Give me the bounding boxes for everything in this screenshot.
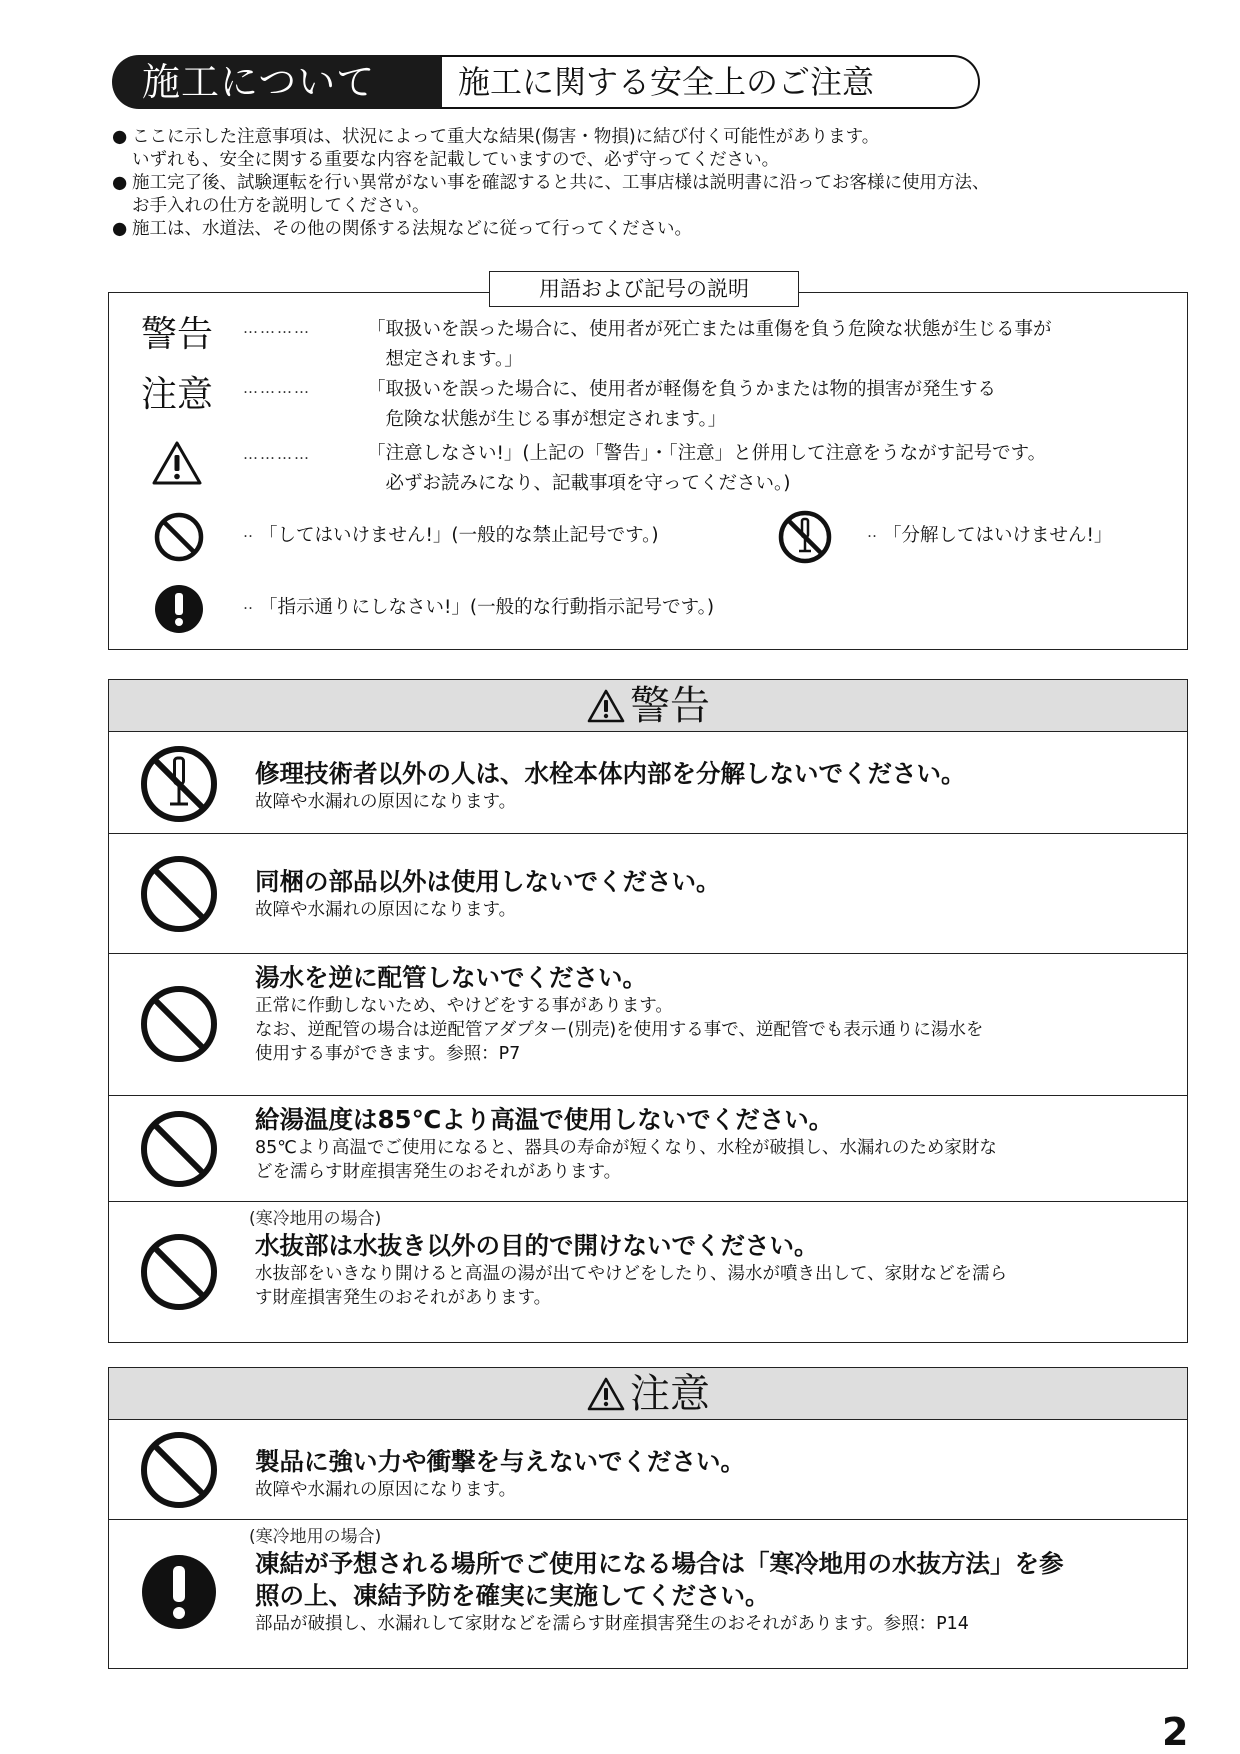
prohibition-icon: [139, 984, 219, 1068]
warning-desc: 水抜部をいきなり開けると高温の湯が出てやけどをしたり、湯水が噴き出して、家財などを濡ら す財産損害発生のおそれがあります。: [255, 1264, 1008, 1308]
instruct-definition: 「指示通りにしなさい!」(一般的な行動指示記号です。): [259, 597, 715, 618]
caution-heading: [109, 1368, 1187, 1420]
legend-title: 用語および記号の説明: [489, 271, 799, 307]
leader-dots: …………: [243, 379, 311, 397]
condition-note: (寒冷地用の場合): [249, 1527, 382, 1547]
warning-title: 同梱の部品以外は使用しないでください。: [255, 867, 721, 896]
page-title: 施工に関する安全上のご注意: [440, 55, 980, 109]
caution-title: 製品に強い力や衝撃を与えないでください。: [255, 1447, 745, 1476]
page-number: 2: [1162, 1710, 1189, 1754]
warning-definition: 「取扱いを誤った場合に、使用者が死亡または重傷を負う危険な状態が生じる事が 想定されます。」: [367, 319, 1052, 370]
warning-desc: 故障や水漏れの原因になります。: [255, 900, 517, 920]
warning-desc: 正常に作動しないため、やけどをする事があります。 なお、逆配管の場合は逆配管アダプター(別売)を使用する事で、逆配管でも表示通りに湯水を 使用する事ができます。参照：P7: [255, 996, 984, 1064]
intro-bullet: ● 施工完了後、試験運転を行い異常がない事を確認すると共に、工事店様は説明書に沿ってお客様に使用方法、 お手入れの仕方を説明してください。: [112, 172, 1152, 218]
prohibit-definition: 「してはいけません!」(一般的な禁止記号です。): [259, 525, 659, 546]
intro-notes: [112, 126, 1152, 241]
warning-heading-text: 警告: [630, 683, 710, 729]
caution-table: [108, 1367, 1188, 1669]
warning-table: [108, 679, 1188, 1343]
prohibition-icon: [139, 1430, 219, 1514]
warning-row: [109, 1096, 1187, 1202]
warning-title: 水抜部は水抜き以外の目的で開けないでください。: [255, 1231, 819, 1260]
caution-desc: 部品が破損し、水漏れして家財などを濡らす財産損害発生のおそれがあります。参照：P14: [255, 1614, 969, 1634]
warning-title: 湯水を逆に配管しないでください。: [255, 963, 647, 992]
condition-note: (寒冷地用の場合): [249, 1209, 382, 1229]
intro-bullet: ● 施工は、水道法、その他の関係する法規などに従って行ってください。: [112, 218, 1152, 241]
section-label: 施工について: [112, 55, 442, 109]
warning-row: [109, 732, 1187, 834]
warning-title: 修理技術者以外の人は、水栓本体内部を分解しないでください。: [255, 759, 966, 788]
leader-dots: …………: [243, 445, 311, 463]
warning-triangle-icon: [586, 688, 626, 724]
caution-desc: 故障や水漏れの原因になります。: [255, 1480, 517, 1500]
no-disassembly-icon: [139, 744, 219, 828]
warning-title: 給湯温度は85℃より高温で使用しないでください。: [255, 1105, 834, 1134]
warning-word: 警告: [141, 314, 214, 355]
warning-desc: 故障や水漏れの原因になります。: [255, 792, 517, 812]
warning-triangle-icon: [586, 1376, 626, 1412]
mandatory-action-icon: [139, 1552, 219, 1636]
caution-row: [109, 1520, 1187, 1668]
prohibition-icon: [139, 854, 219, 938]
symbol-legend: [108, 277, 1188, 650]
caution-word: 注意: [141, 374, 214, 415]
mandatory-action-icon: [153, 583, 205, 639]
intro-bullet: ● ここに示した注意事項は、状況によって重大な結果(傷害・物損)に結び付く可能性があります。 いずれも、安全に関する重要な内容を記載していますので、必ず守ってください。: [112, 126, 1152, 172]
caution-title: 凍結が予想される場所でご使用になる場合は「寒冷地用の水抜方法」を参 照の上、凍結予防を確実に実施してください。: [255, 1549, 1064, 1610]
warning-triangle-icon: [151, 439, 203, 491]
prohibition-icon: [139, 1232, 219, 1316]
prohibition-icon: [153, 511, 205, 567]
caution-heading-text: 注意: [630, 1371, 710, 1417]
disassemble-definition: 「分解してはいけません!」: [883, 525, 1113, 546]
attention-definition: 「注意しなさい!」(上記の「警告」・「注意」と併用して注意をうながす記号です。 必ずお読みになり、記載事項を守ってください。): [367, 443, 1047, 494]
prohibition-icon: [139, 1109, 219, 1193]
warning-heading: [109, 680, 1187, 732]
warning-row: [109, 834, 1187, 954]
section-header: [112, 55, 982, 111]
leader-dots: ‥: [243, 595, 256, 613]
caution-definition: 「取扱いを誤った場合に、使用者が軽傷を負うかまたは物的損害が発生する 危険な状態が生じる事が想定されます。」: [367, 379, 997, 430]
warning-row: [109, 1202, 1187, 1342]
warning-desc: 85℃より高温でご使用になると、器具の寿命が短くなり、水栓が破損し、水漏れのため家財な どを濡らす財産損害発生のおそれがあります。: [255, 1138, 997, 1182]
leader-dots: ‥: [867, 523, 880, 541]
leader-dots: …………: [243, 319, 311, 337]
leader-dots: ‥: [243, 523, 256, 541]
warning-row: [109, 954, 1187, 1096]
caution-row: [109, 1420, 1187, 1520]
no-disassembly-icon: [777, 509, 833, 569]
